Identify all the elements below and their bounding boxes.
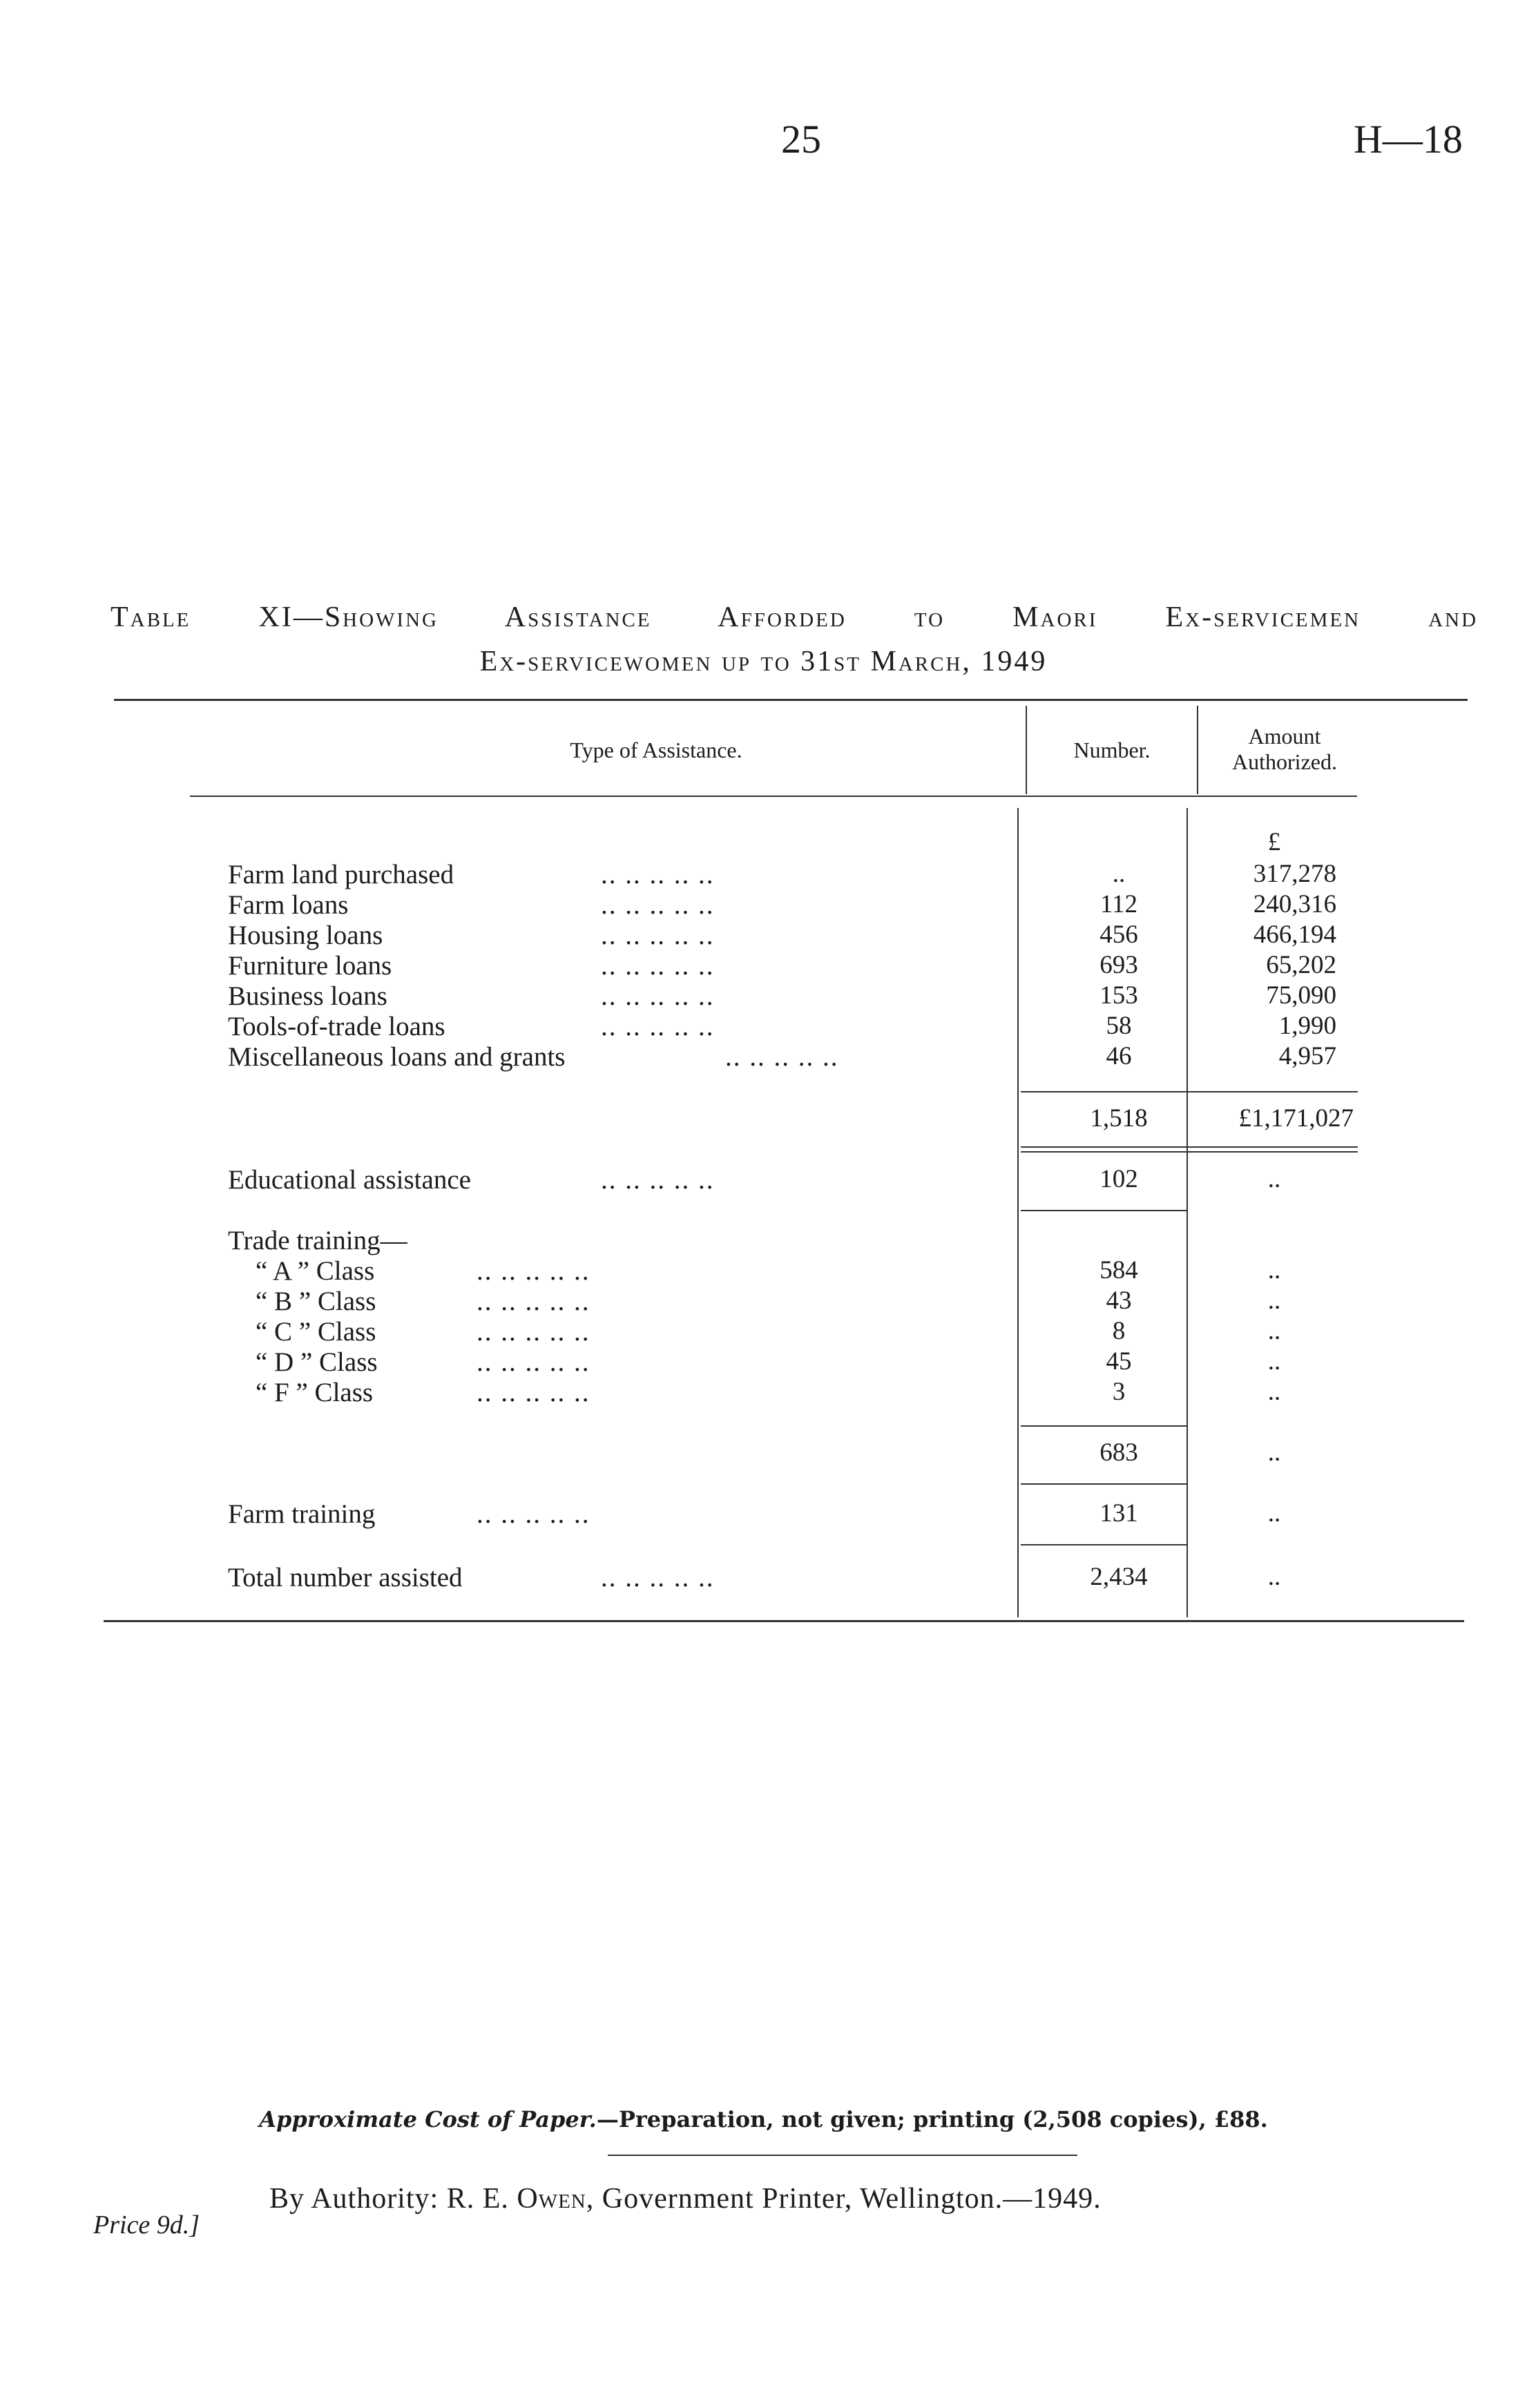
row-leader: .. .. .. .. .. — [601, 981, 715, 1011]
title-word: Afforded — [718, 601, 847, 633]
trade-total-amount: .. — [1267, 1438, 1281, 1467]
row-number-class-b: 43 — [1106, 1287, 1132, 1315]
row-number-farm-land: .. — [1112, 860, 1126, 888]
cost-of-paper-label: Approximate Cost of Paper. — [259, 2106, 597, 2132]
row-leader: .. .. .. .. .. — [725, 1042, 839, 1072]
row-leader: .. .. .. .. .. — [477, 1256, 590, 1286]
header-divider-amount — [1197, 706, 1198, 794]
row-number-educational: 102 — [1099, 1165, 1138, 1193]
row-number-class-c: 8 — [1112, 1317, 1126, 1345]
row-label-total: Total number assisted — [228, 1563, 463, 1592]
row-leader: .. .. .. .. .. — [601, 1165, 715, 1195]
header-bottom-rule — [190, 796, 1357, 797]
row-number-class-f: 3 — [1112, 1378, 1126, 1406]
row-label-tools-of-trade: Tools-of-trade loans — [228, 1012, 445, 1041]
row-number-furniture-loans: 693 — [1099, 951, 1138, 979]
row-amount-total: .. — [1267, 1563, 1281, 1591]
row-amount-business-loans: 75,090 — [1266, 981, 1336, 1010]
row-amount-class-c: .. — [1267, 1317, 1281, 1345]
subtotal-rule-top — [1021, 1091, 1358, 1092]
table-top-rule — [114, 699, 1468, 701]
row-amount-furniture-loans: 65,202 — [1266, 951, 1336, 979]
row-leader: .. .. .. .. .. — [601, 860, 715, 889]
row-label-furniture-loans: Furniture loans — [228, 951, 392, 981]
row-amount-class-d: .. — [1267, 1347, 1281, 1376]
row-leader: .. .. .. .. .. — [477, 1347, 590, 1377]
row-label-farm-loans: Farm loans — [228, 890, 349, 920]
row-amount-educational: .. — [1267, 1165, 1281, 1193]
row-amount-class-b: .. — [1267, 1287, 1281, 1315]
row-leader: .. .. .. .. .. — [477, 1317, 590, 1347]
row-amount-class-f: .. — [1267, 1378, 1281, 1406]
body-divider-number — [1017, 808, 1019, 1617]
column-header-type: Type of Assistance. — [570, 738, 742, 762]
trade-subtotal-rule-top — [1021, 1425, 1187, 1427]
row-amount-farm-land: 317,278 — [1253, 860, 1336, 888]
authority-line — [269, 2182, 1102, 2215]
row-label-farm-land: Farm land purchased — [228, 860, 454, 889]
subtotal-double-rule-1 — [1021, 1146, 1358, 1148]
row-leader: .. .. .. .. .. — [477, 1378, 590, 1407]
authority-name: R. E. Owen, — [446, 2183, 595, 2215]
row-label-business-loans: Business loans — [228, 981, 387, 1011]
loans-total-number: 1,518 — [1090, 1104, 1148, 1133]
row-label-educational: Educational assistance — [228, 1165, 471, 1195]
table-title-line-1 — [111, 601, 1478, 634]
row-label-class-a: “ A ” Class — [256, 1256, 375, 1286]
row-amount-farm-training: .. — [1267, 1499, 1281, 1528]
row-leader: .. .. .. .. .. — [601, 921, 715, 950]
row-number-total: 2,434 — [1090, 1563, 1148, 1591]
cost-of-paper-note — [0, 2106, 1527, 2132]
trade-total-number: 683 — [1099, 1438, 1138, 1467]
title-word: and — [1428, 601, 1479, 633]
row-leader: .. .. .. .. .. — [601, 951, 715, 981]
row-leader: .. .. .. .. .. — [601, 1563, 715, 1592]
row-amount-miscellaneous: 4,957 — [1278, 1042, 1336, 1070]
row-number-class-d: 45 — [1106, 1347, 1132, 1376]
row-amount-farm-loans: 240,316 — [1253, 890, 1336, 918]
row-amount-housing-loans: 466,194 — [1253, 921, 1336, 949]
row-label-miscellaneous: Miscellaneous loans and grants — [228, 1042, 566, 1072]
page-number: 25 — [781, 117, 821, 162]
column-header-amount-line-2: Authorized. — [1232, 749, 1337, 774]
subtotal-double-rule-2 — [1021, 1151, 1358, 1153]
row-leader: .. .. .. .. .. — [477, 1499, 590, 1529]
educational-rule — [1021, 1210, 1187, 1211]
title-word: Assistance — [504, 601, 652, 633]
row-label-class-d: “ D ” Class — [256, 1347, 378, 1377]
title-word: to — [914, 601, 945, 633]
row-label-class-b: “ B ” Class — [256, 1287, 376, 1316]
farm-training-rule — [1021, 1544, 1187, 1545]
title-word: XI—Showing — [258, 601, 439, 633]
cost-of-paper-text: —Preparation, not given; printing (2,508 copies), £88. — [596, 2106, 1268, 2132]
authority-prefix: By Authority: — [269, 2183, 439, 2215]
column-header-amount-line-1: Amount — [1248, 724, 1321, 749]
title-word: Ex-servicemen — [1165, 601, 1361, 633]
row-label-farm-training: Farm training — [228, 1499, 376, 1529]
row-number-miscellaneous: 46 — [1106, 1042, 1132, 1070]
row-amount-tools-of-trade: 1,990 — [1278, 1012, 1336, 1040]
row-leader: .. .. .. .. .. — [477, 1287, 590, 1316]
row-number-tools-of-trade: 58 — [1106, 1012, 1132, 1040]
trade-subtotal-rule-bottom — [1021, 1483, 1187, 1485]
currency-symbol: £ — [1267, 828, 1281, 856]
loans-total-amount: £1,171,027 — [1238, 1104, 1354, 1133]
price-note: Price 9d.] — [93, 2210, 200, 2240]
table-title-line-2: Ex-servicewomen up to 31st March, 1949 — [479, 646, 1048, 677]
trade-training-heading: Trade training— — [228, 1226, 407, 1255]
column-header-number: Number. — [1073, 738, 1151, 762]
row-number-farm-training: 131 — [1099, 1499, 1138, 1528]
row-number-business-loans: 153 — [1099, 981, 1138, 1010]
title-word: Maori — [1012, 601, 1098, 633]
row-amount-class-a: .. — [1267, 1256, 1281, 1284]
row-number-housing-loans: 456 — [1099, 921, 1138, 949]
row-label-housing-loans: Housing loans — [228, 921, 383, 950]
row-label-class-f: “ F ” Class — [256, 1378, 374, 1407]
footer-divider — [608, 2155, 1077, 2156]
row-leader: .. .. .. .. .. — [601, 1012, 715, 1041]
row-leader: .. .. .. .. .. — [601, 890, 715, 920]
row-number-farm-loans: 112 — [1099, 890, 1138, 918]
document-code: H—18 — [1354, 117, 1463, 162]
header-divider-number — [1026, 706, 1027, 794]
table-bottom-rule — [104, 1620, 1464, 1622]
row-label-class-c: “ C ” Class — [256, 1317, 376, 1347]
row-number-class-a: 584 — [1099, 1256, 1138, 1284]
title-word: Table — [111, 601, 191, 633]
authority-suffix: Government Printer, Wellington.—1949. — [602, 2183, 1102, 2215]
